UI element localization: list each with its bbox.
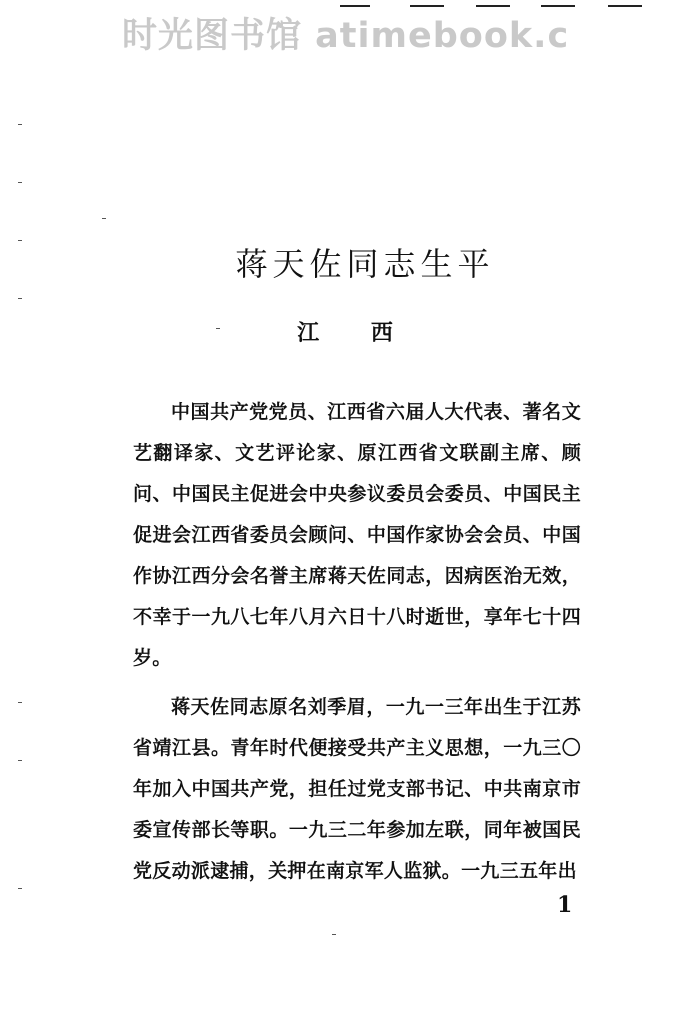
document-author: 江 西 — [297, 320, 415, 346]
top-rule — [541, 5, 575, 7]
top-rule — [340, 5, 370, 7]
scan-speck — [18, 124, 22, 125]
scan-speck — [18, 760, 22, 761]
top-rule — [476, 5, 510, 7]
watermark: 时光图书馆 atimebook.c — [122, 16, 570, 56]
page-number: 1 — [557, 892, 573, 918]
body-text — [133, 392, 581, 892]
top-rule — [608, 5, 642, 7]
scan-speck — [102, 218, 106, 219]
document-title: 蒋天佐同志生平 — [235, 245, 495, 283]
scan-speck — [332, 934, 336, 935]
scan-speck — [18, 888, 22, 889]
scan-speck — [18, 702, 22, 703]
paragraph: 中国共产党党员、江西省六届人大代表、著名文艺翻译家、文艺评论家、原江西省文联副主席、顾问、中国民主促进会中央参议委员会委员、中国民主促进会江西省委员会顾问、中国作家协会会员、中国作协江西分会名誉主席蒋天佐同志，因病医治无效，不幸于一九八七年八月六日十八时逝世，享年七十四岁。 — [133, 401, 581, 669]
scan-speck — [18, 182, 22, 183]
scan-speck — [18, 298, 22, 299]
scan-speck — [18, 240, 22, 241]
paragraph: 蒋天佐同志原名刘季眉，一九一三年出生于江苏省靖江县。青年时代便接受共产主义思想，一九三〇年加入中国共产党，担任过党支部书记、中共南京市委宣传部长等职。一九三二年参加左联，同年被国民党反动派逮捕，关押在南京军人监狱。一九三五年出 — [133, 696, 581, 882]
top-rule — [410, 5, 444, 7]
